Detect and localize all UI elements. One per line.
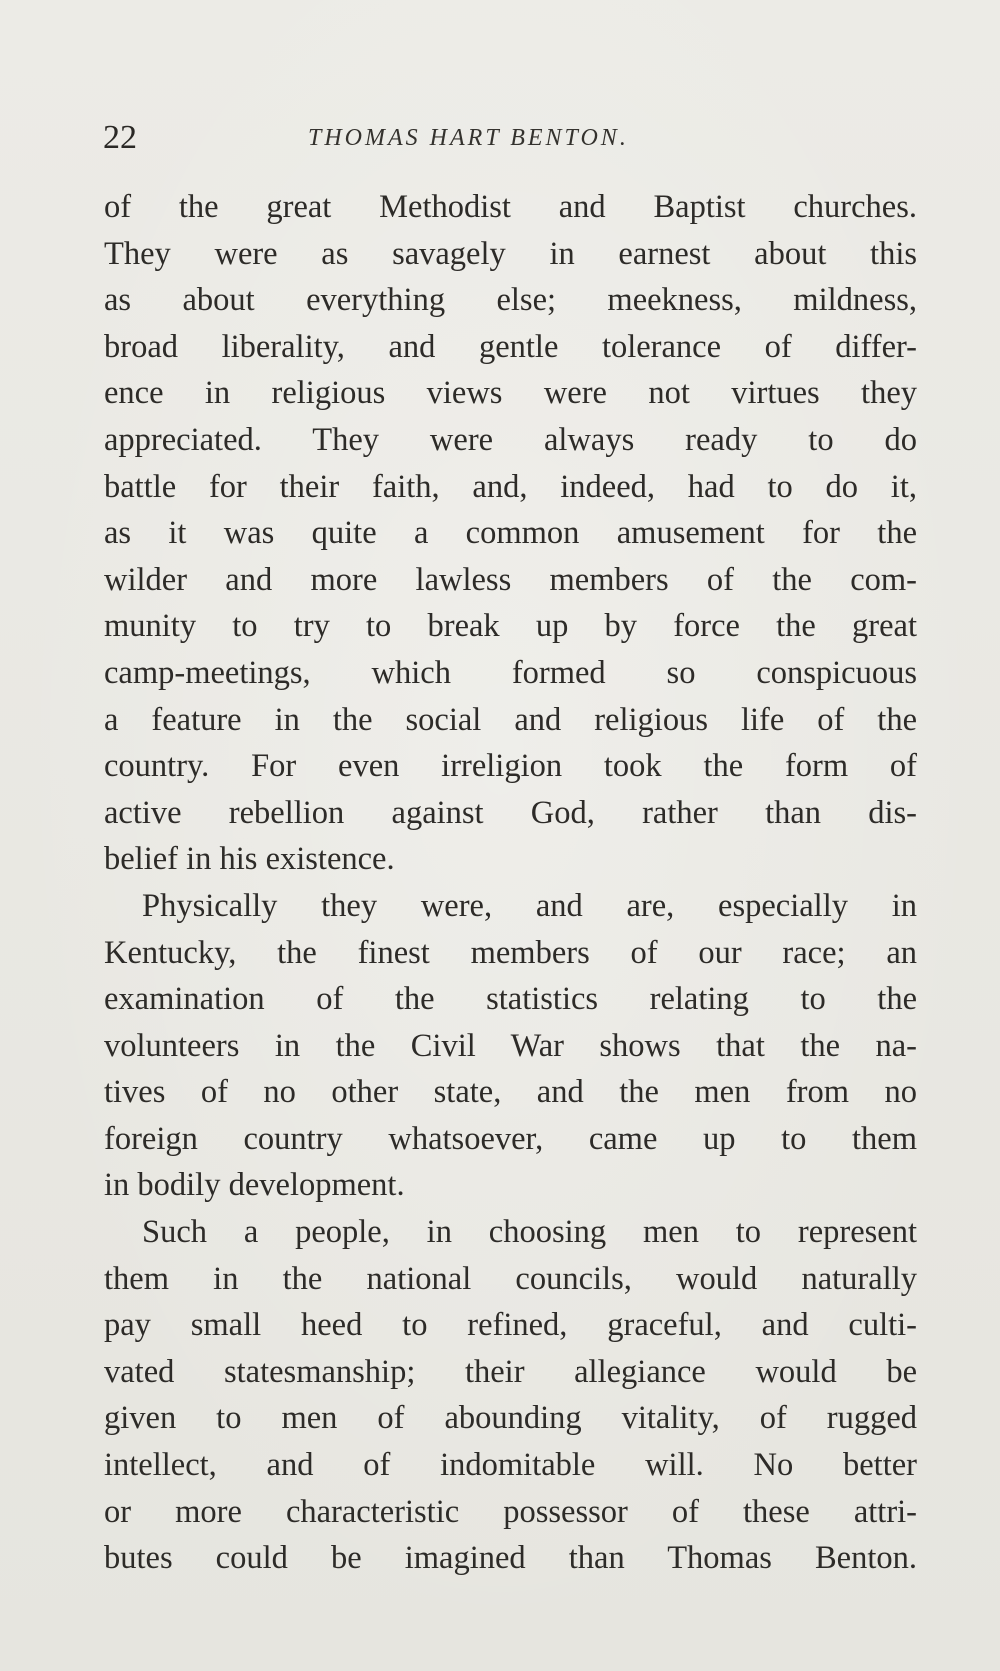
running-head	[103, 118, 918, 158]
text-line: Such a people, in choosing men to represent	[142, 1214, 917, 1251]
text-line: foreign country whatsoever, came up to them	[104, 1120, 917, 1157]
text-line: munity to try to break up by force the great	[104, 608, 917, 645]
text-line: them in the national councils, would naturally	[104, 1260, 917, 1297]
text-line: appreciated. They were always ready to do	[104, 421, 917, 458]
text-line: pay small heed to refined, graceful, and culti-	[104, 1307, 917, 1344]
text-line: volunteers in the Civil War shows that the na-	[104, 1027, 917, 1064]
text-line: of the great Methodist and Baptist churches.	[104, 189, 917, 225]
text-line: a feature in the social and religious life of the	[104, 701, 917, 738]
text-line: in bodily development.	[104, 1167, 405, 1204]
text-line: or more characteristic possessor of these attri-	[104, 1493, 917, 1530]
text-line: intellect, and of indomitable will. No better	[104, 1447, 917, 1484]
text-line: tives of no other state, and the men from no	[104, 1074, 917, 1111]
text-line: Physically they were, and are, especially in	[142, 887, 917, 924]
body-text	[104, 184, 917, 1582]
text-line: ence in religious views were not virtues they	[104, 375, 917, 412]
text-line: belief in his existence.	[104, 841, 395, 878]
text-line: active rebellion against God, rather than dis-	[104, 794, 917, 831]
text-line: given to men of abounding vitality, of rugged	[104, 1400, 917, 1437]
page-number: 22	[103, 119, 137, 156]
text-line: examination of the statistics relating to the	[104, 981, 917, 1018]
text-line: Kentucky, the finest members of our race; an	[104, 934, 917, 971]
paragraph-1	[104, 184, 917, 883]
text-line: camp-meetings, which formed so conspicuous	[104, 654, 917, 691]
text-line: wilder and more lawless members of the com-	[104, 561, 917, 598]
text-line: They were as savagely in earnest about this	[104, 235, 917, 272]
text-line: vated statesmanship; their allegiance would be	[104, 1353, 917, 1390]
text-line: butes could be imagined than Thomas Benton.	[104, 1540, 917, 1577]
paragraph-2	[104, 883, 917, 1209]
running-title: THOMAS HART BENTON.	[308, 125, 629, 151]
text-line: battle for their faith, and, indeed, had to do it,	[104, 468, 917, 505]
text-line: broad liberality, and gentle tolerance of differ-	[104, 328, 917, 365]
text-line: as it was quite a common amusement for the	[104, 515, 917, 552]
paragraph-3	[104, 1209, 917, 1582]
text-line: country. For even irreligion took the form of	[104, 748, 917, 785]
text-line: as about everything else; meekness, mildness,	[104, 282, 917, 319]
